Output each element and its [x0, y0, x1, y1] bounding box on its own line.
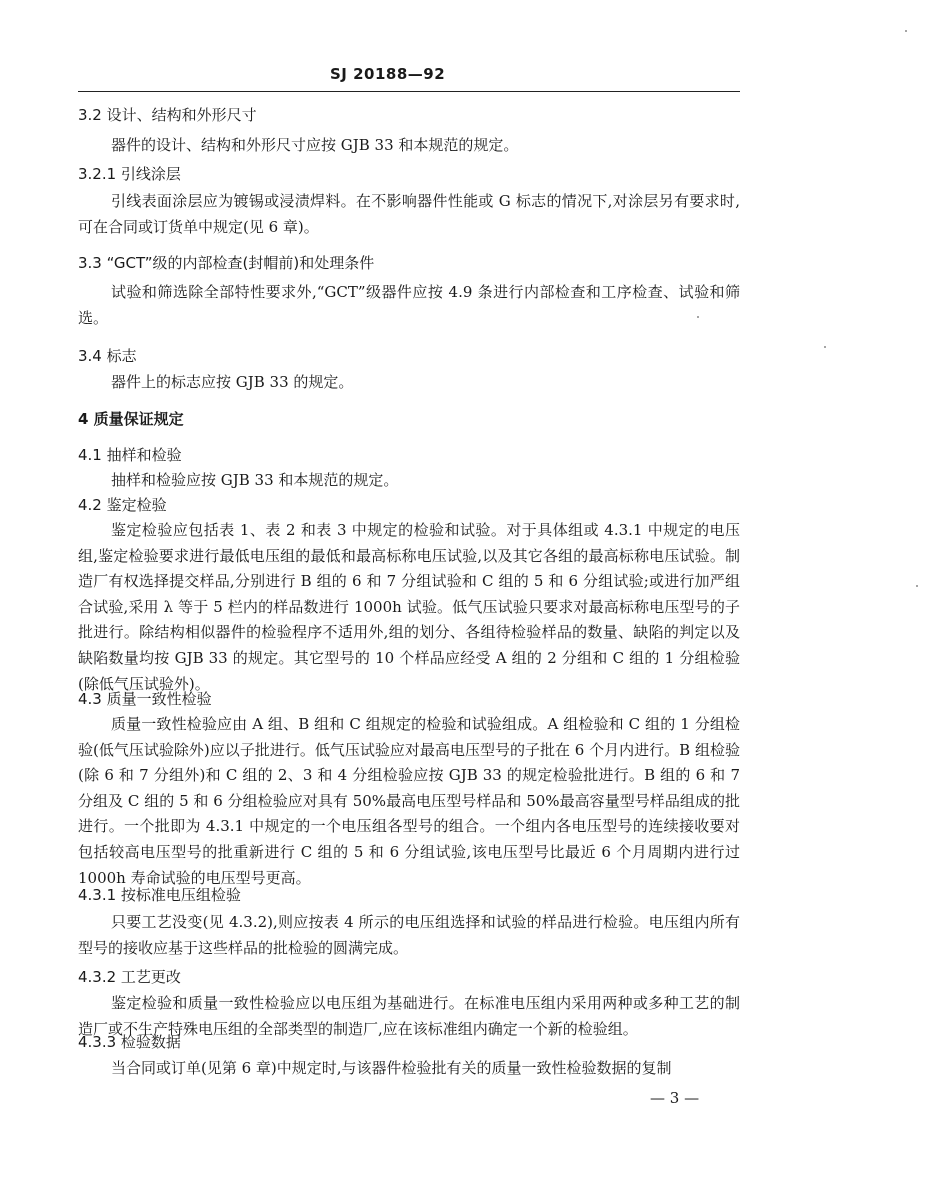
- page-number: — 3 —: [650, 1089, 700, 1107]
- paragraph-4-2: 鉴定检验应包括表 1、表 2 和表 3 中规定的检验和试验。对于具体组或 4.3.1 中规定的电压组,鉴定检验要求进行最低电压组的最低和最高标称电压试验,以及其它各组的最高标称电压试验。制造厂有权选择提交样品,分别进行 B 组的 6 和 7 分组试验和 C 组的 5 和 6 分组试验;或进行加严组合试验,采用 λ 等于 5 栏内的样品数进行 1000h 试验。低气压试验只要求对最高标称电压型号的子批进行。除结构相似器件的检验程序不适用外,组的划分、各组待检验样品的数量、缺陷的判定以及缺陷数量均按 GJB 33 的规定。其它型号的 10 个样品应经受 A 组的 2 分组和 C 组的 1 分组检验(除低气压试验外)。: [78, 521, 740, 693]
- scan-speck: [916, 585, 918, 587]
- paragraph-3-3: 试验和筛选除全部特性要求外,“GCT”级器件应按 4.9 条进行内部检查和工序检查、试验和筛选。: [78, 283, 740, 327]
- paragraph-3-2-1: 引线表面涂层应为镀锡或浸渍焊料。在不影响器件性能或 G 标志的情况下,对涂层另有要求时,可在合同或订货单中规定(见 6 章)。: [78, 192, 740, 236]
- paragraph-4-1: 抽样和检验应按 GJB 33 和本规范的规定。: [111, 471, 399, 489]
- heading-4: 4 质量保证规定: [78, 410, 184, 428]
- heading-4-3-3: 4.3.3 检验数据: [78, 1033, 181, 1051]
- header-rule: [78, 91, 740, 92]
- scan-speck: [697, 316, 699, 318]
- heading-4-3-1: 4.3.1 按标准电压组检验: [78, 886, 241, 904]
- heading-3-3: 3.3 “GCT”级的内部检查(封帽前)和处理条件: [78, 254, 375, 272]
- paragraph-4-3: 质量一致性检验应由 A 组、B 组和 C 组规定的检验和试验组成。A 组检验和 C 组的 1 分组检验(低气压试验除外)应以子批进行。低气压试验应对最高电压型号的子批在 6 个月内进行。B 组检验(除 6 和 7 分组外)和 C 组的 2、3 和 4 分组检验应按 GJB 33 的规定检验批进行。B 组的 6 和 7 分组及 C 组的 5 和 6 分组检验应对具有 50%最高电压型号样品和 50%最高容量型号样品组成的批进行。一个批即为 4.3.1 中规定的一个电压组各型号的组合。一个组内各电压型号的连续接收要对包括较高电压型号的批重新进行 C 组的 5 和 6 分组试验,该电压型号比最近 6 个月周期内进行过 1000h 寿命试验的电压型号更高。: [78, 715, 740, 887]
- paragraph-4-3-1: 只要工艺没变(见 4.3.2),则应按表 4 所示的电压组选择和试验的样品进行检验。电压组内所有型号的接收应基于这些样品的批检验的圆满完成。: [78, 913, 740, 957]
- heading-3-4: 3.4 标志: [78, 347, 137, 365]
- paragraph-4-3-3: 当合同或订单(见第 6 章)中规定时,与该器件检验批有关的质量一致性检验数据的复制: [111, 1059, 672, 1077]
- document-id-header: SJ 20188—92: [330, 65, 446, 83]
- scan-speck: [905, 30, 907, 32]
- heading-4-2: 4.2 鉴定检验: [78, 496, 167, 514]
- paragraph-4-3-2: 鉴定检验和质量一致性检验应以电压组为基础进行。在标准电压组内采用两种或多种工艺的制造厂或不生产特殊电压组的全部类型的制造厂,应在该标准组内确定一个新的检验组。: [78, 994, 740, 1038]
- heading-3-2-1: 3.2.1 引线涂层: [78, 165, 181, 183]
- heading-3-2: 3.2 设计、结构和外形尺寸: [78, 106, 257, 124]
- heading-4-3: 4.3 质量一致性检验: [78, 690, 212, 708]
- paragraph-3-2: 器件的设计、结构和外形尺寸应按 GJB 33 和本规范的规定。: [111, 136, 519, 154]
- scan-speck: [824, 346, 826, 348]
- paragraph-3-4: 器件上的标志应按 GJB 33 的规定。: [111, 373, 354, 391]
- heading-4-3-2: 4.3.2 工艺更改: [78, 968, 181, 986]
- heading-4-1: 4.1 抽样和检验: [78, 446, 182, 464]
